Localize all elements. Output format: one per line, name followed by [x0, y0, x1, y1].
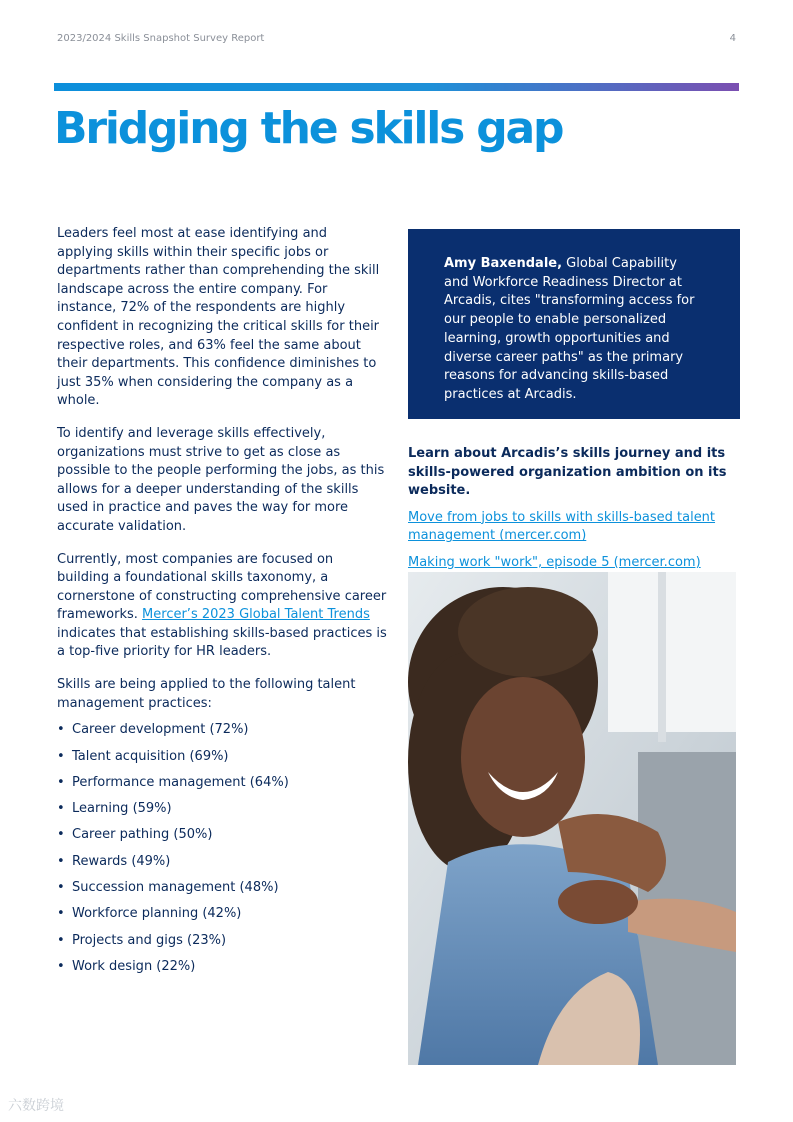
- paragraph-taxonomy: [57, 551, 387, 663]
- making-work-work-link[interactable]: Making work "work", episode 5 (mercer.com): [408, 554, 701, 570]
- bullet-icon: •: [57, 722, 65, 738]
- bullet-icon: •: [57, 880, 65, 896]
- bullet-icon: •: [57, 827, 65, 843]
- list-item: [57, 800, 387, 826]
- practice-label: Career development (72%): [72, 722, 249, 738]
- practice-label: Projects and gigs (23%): [72, 932, 227, 948]
- practice-label: Career pathing (50%): [72, 827, 213, 843]
- paragraph-taxonomy-text-end: indicates that establishing skills-based practices is a top-five priority for HR leaders.: [57, 625, 387, 660]
- practice-label: Talent acquisition (69%): [72, 748, 229, 764]
- bullet-icon: •: [57, 906, 65, 922]
- paragraph-leverage: To identify and leverage skills effectively, organizations must strive to get as close as possible to the people performing the jobs, as this allows for a deeper understanding of the skills used in practice and paves the way for more accurate validation.: [57, 425, 385, 534]
- bullet-icon: •: [57, 801, 65, 817]
- quote-speaker: Amy Baxendale,: [444, 256, 563, 271]
- bullet-icon: •: [57, 958, 65, 974]
- list-item: [57, 879, 387, 905]
- practice-label: Succession management (48%): [72, 880, 279, 896]
- quote-callout: [408, 229, 740, 419]
- practice-label: Rewards (49%): [72, 853, 171, 869]
- quote-text: Global Capability and Workforce Readiness Director at Arcadis, cites "transforming access for our people to enable personalized learning, growth opportunities and diverse career paths" as the primary reasons for advancing skills-based practices at Arcadis.: [444, 256, 695, 402]
- bullet-icon: •: [57, 748, 65, 764]
- watermark: 六数跨境: [8, 1098, 64, 1114]
- list-item: [57, 774, 387, 800]
- list-item: [57, 932, 387, 958]
- list-item: [57, 748, 387, 774]
- list-item: [57, 826, 387, 852]
- bullet-icon: •: [57, 774, 65, 790]
- report-title: 2023/2024 Skills Snapshot Survey Report: [57, 33, 265, 44]
- list-item: [57, 853, 387, 879]
- photo-illustration: [408, 572, 736, 1065]
- practice-label: Performance management (64%): [72, 774, 289, 790]
- paragraph-taxonomy-text: Currently, most companies are focused on building a foundational skills taxonomy, a cornerstone of constructing comprehensive career frameworks.: [57, 551, 387, 623]
- laughing-girl-photo: [408, 572, 736, 1065]
- learn-more-section: [408, 445, 740, 581]
- bullet-icon: •: [57, 932, 65, 948]
- body-column: [57, 225, 387, 984]
- list-item: [57, 905, 387, 931]
- paragraph-intro: Leaders feel most at ease identifying and applying skills within their specific jobs or departments rather than comprehending the skill landscape across the entire company. For instance, 72% of the respondents are highly confident in recognizing the critical skills for their respective roles, and 63% feel the same about their departments. This confidence diminishes to just 35% when considering the company as a whole.: [57, 226, 380, 409]
- paragraph-practices-intro: Skills are being applied to the following talent management practices:: [57, 677, 356, 711]
- running-header: [57, 33, 736, 44]
- global-talent-trends-link[interactable]: Mercer’s 2023 Global Talent Trends: [142, 607, 370, 623]
- accent-rule: [54, 83, 739, 91]
- practice-label: Work design (22%): [72, 958, 196, 974]
- page-number: 4: [729, 33, 736, 44]
- practices-list: [57, 721, 387, 984]
- practice-label: Learning (59%): [72, 801, 172, 817]
- bullet-icon: •: [57, 853, 65, 869]
- jobs-to-skills-link[interactable]: Move from jobs to skills with skills-based talent management (mercer.com): [408, 509, 716, 544]
- list-item: [57, 958, 387, 984]
- list-item: [57, 721, 387, 747]
- learn-more-heading: Learn about Arcadis’s skills journey and its skills-powered organization ambition on its website.: [408, 446, 727, 499]
- page-title: Bridging the skills gap: [54, 103, 563, 154]
- practice-label: Workforce planning (42%): [72, 906, 242, 922]
